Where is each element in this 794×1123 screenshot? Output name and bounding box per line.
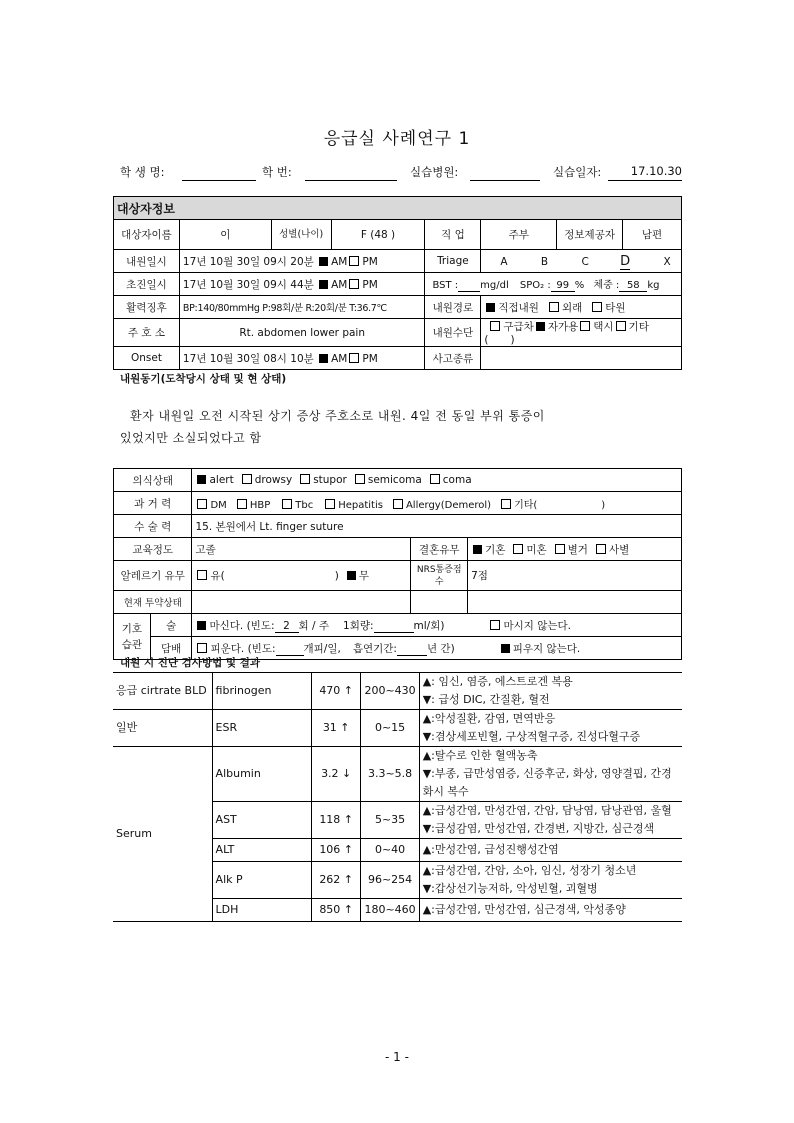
accident-label: 사고종류 [425,347,481,370]
lab-results-table [113,672,682,922]
weight-unit: kg [647,280,660,291]
lab-group: 응급 cirtrate BLD [113,673,212,710]
edu-label: 교육정도 [114,538,192,561]
married-checkbox[interactable] [473,545,482,554]
visit-cell [179,250,425,273]
sexage-value: F (48 ) [331,220,425,250]
lab-group: 일반 [113,710,212,747]
pmh-other-label: 기타( [514,499,538,511]
stupor-checkbox[interactable] [300,474,310,484]
page-title: 응급실 사례연구 1 [323,129,471,149]
triage-x[interactable]: X [663,255,671,268]
lab-result: 106 ↑ [311,839,361,862]
lab-interpretation [419,747,682,802]
coma-checkbox[interactable] [430,474,440,484]
allergy-yes-label: 유( [210,570,225,582]
alert-checkbox[interactable] [197,475,206,484]
visit-value: 17년 10월 30일 09시 20분 [182,255,314,268]
widowed-checkbox[interactable] [596,544,606,554]
hospital-field[interactable] [470,180,540,181]
meds-extra [411,591,468,614]
route-other-hospital-label: 타원 [605,301,626,314]
smoke-period-label: 흡연기간: [352,642,397,655]
allergy-yes-checkbox[interactable] [197,570,207,580]
widowed-label: 사별 [608,543,630,556]
lab-test: fibrinogen [212,673,311,710]
bst-unit: mg/dl [480,280,509,291]
nrs-value: 7점 [468,561,682,591]
cc-value: Rt. abdomen lower pain [179,319,425,347]
lab-test: AST [212,802,311,839]
means-other-checkbox[interactable] [616,321,626,331]
first-pm-checkbox[interactable] [349,279,359,289]
lab-interpretation [419,802,682,839]
am-label: AM [331,255,348,268]
edu-value: 고졸 [192,538,411,561]
informant-label: 정보제공자 [557,220,623,250]
allergy-no-checkbox[interactable] [347,571,356,580]
weight-label: 체중 : [593,280,620,291]
smoke-yes-checkbox[interactable] [197,643,207,653]
means-other-label: 기타( [484,321,649,346]
pm-label: PM [362,255,378,268]
lab-increase: ▲:악성질환, 감염, 면역반응 [422,712,556,725]
meds-extra-2 [468,591,682,614]
student-id-field[interactable] [305,180,397,181]
visit-label: 내원일시 [114,250,180,273]
first-value: 17년 10월 30일 09시 44분 [182,278,314,291]
alcohol-options [192,614,682,637]
lab-interpretation [419,673,682,710]
motive-line-1: 환자 내원일 오전 시작된 상기 증상 주호소로 내원. 4일 전 동일 부위 통증이 [130,409,545,423]
pm-checkbox[interactable] [349,256,359,266]
separated-checkbox[interactable] [555,544,565,554]
allergy-options [192,561,411,591]
lab-interpretation [419,839,682,862]
onset-pm-label: PM [362,352,378,365]
spo2-label: SPO₂ : [519,280,551,291]
hepatitis-label: Hepatitis [338,499,383,511]
sexage-label: 성별(나이) [271,220,331,250]
smoke-freq-unit: 개피/일, [303,642,341,655]
informant-value: 남편 [623,220,682,250]
lab-interpretation [419,899,682,922]
lab-decrease: ▼:급성감염, 만성간염, 간경변, 지방간, 심근경색 [422,822,655,835]
single-checkbox[interactable] [513,544,523,554]
surgery-label: 수 술 력 [114,515,192,538]
lab-range: 96~254 [361,862,419,899]
cc-label: 주 호 소 [114,319,180,347]
lab-test: Alk P [212,862,311,899]
means-taxi-checkbox[interactable] [580,321,590,331]
marital-label: 결혼유무 [411,538,468,561]
lab-decrease: ▼:갑상선기능저하, 악성빈혈, 괴혈병 [422,882,598,895]
vitals-label: 활력징후 [114,296,180,319]
onset-cell [179,347,425,370]
date-label: 실습일자: [553,165,602,179]
hbp-label: HBP [249,499,271,511]
route-outpatient-checkbox[interactable] [549,302,559,312]
alcohol-label: 술 [150,614,192,637]
meds-label: 현재 투약상태 [114,591,192,614]
onset-am-checkbox[interactable] [319,354,328,363]
alcohol-amount-unit: ml/회) [413,619,445,632]
allergy-no-label: 무 [358,570,369,582]
alcohol-amount-field[interactable] [374,620,414,633]
onset-label: Onset [114,347,180,370]
habit-label: 기호습관 [114,614,151,660]
means-close: ) [510,334,515,346]
consciousness-label: 의식상태 [114,469,192,492]
lab-increase: ▲: 임신, 염증, 에스트로겐 복용 [422,675,573,688]
means-ambulance-label: 구급차 [503,321,534,333]
lab-decrease: ▼:겸상세포빈혈, 구상적혈구증, 진성다혈구증 [422,730,641,743]
allergy-history-label: Allergy(Demerol) [405,499,492,511]
dm-checkbox[interactable] [197,499,207,509]
allergy-label: 알레르기 유무 [114,561,192,591]
surgery-value: 15. 본원에서 Lt. finger suture [192,515,682,538]
patient-info-table [113,196,682,370]
lab-increase: ▲:급성간염, 만성간염, 심근경색, 악성종양 [422,903,626,916]
first-am-checkbox[interactable] [319,280,328,289]
nrs-label: NRS통증점수 [411,561,468,591]
means-label: 내원수단 [425,319,481,347]
route-direct-label: 직접내원 [498,301,539,314]
triage-a[interactable]: A [500,255,508,268]
pmh-options [192,492,682,515]
alcohol-no-label: 마시지 않는다. [503,619,572,632]
name-label: 대상자이름 [114,220,180,250]
hepatitis-checkbox[interactable] [325,499,335,509]
labs-heading: 내원 시 진단 검사방법 및 결과 [120,657,260,669]
means-ambulance-checkbox[interactable] [490,321,500,331]
student-name-label: 학 생 명: [120,165,165,179]
route-options [481,296,682,319]
allergy-checkbox[interactable] [393,499,403,509]
drowsy-label: drowsy [254,474,293,486]
lab-result: 118 ↑ [311,802,361,839]
smoke-options [192,637,682,660]
hospital-label: 실습병원: [410,165,459,179]
lab-test: ESR [212,710,311,747]
motive-heading: 내원동기(도착당시 상태 및 현 상태) [120,373,287,385]
first-am-label: AM [331,278,348,291]
alcohol-yes-label: 마신다. (빈도: [209,619,275,632]
onset-am-label: AM [331,352,348,365]
coma-label: coma [442,474,472,486]
lab-increase: ▲:급성간염, 만성간염, 간암, 담낭염, 담낭관염, 울혈 [422,804,672,817]
first-pm-label: PM [362,278,378,291]
semicoma-checkbox[interactable] [355,474,365,484]
separated-label: 별거 [567,543,588,556]
lab-increase: ▲:급성간염, 간암, 소아, 임신, 성장기 청소년 [422,864,637,877]
smoke-yes-label: 피운다. (빈도: [210,642,276,655]
onset-pm-checkbox[interactable] [349,353,359,363]
triage-options [481,250,682,273]
lab-group: Serum [113,747,212,922]
alert-label: alert [209,474,234,486]
means-taxi-label: 택시 [593,321,614,333]
lab-result: 470 ↑ [311,673,361,710]
lab-result: 262 ↑ [311,862,361,899]
first-cell [179,273,425,296]
route-label: 내원경로 [425,296,481,319]
job-value: 주부 [481,220,557,250]
allergy-close: ) [334,570,339,582]
lab-interpretation [419,710,682,747]
smoke-no-checkbox[interactable] [501,644,510,653]
alcohol-freq: 2 [275,620,299,633]
history-table [113,468,682,660]
page-number: - 1 - [385,1050,409,1064]
pmh-close: ) [601,499,606,511]
lab-result: 31 ↑ [311,710,361,747]
triage-d-selected[interactable]: D [620,253,631,269]
lab-test: Albumin [212,747,311,802]
hbp-checkbox[interactable] [237,499,247,509]
triage-c[interactable]: C [581,255,589,268]
semicoma-label: semicoma [367,474,422,486]
dm-label: DM [210,499,227,511]
accident-value[interactable] [481,347,682,370]
alcohol-amount-label: 1회량: [343,619,374,632]
stupor-label: stupor [313,474,347,486]
lab-range: 200~430 [361,673,419,710]
student-name-field[interactable] [182,180,256,181]
alcohol-freq-unit: 회 / 주 [298,619,330,632]
onset-value: 17년 10월 30일 08시 10분 [182,352,314,365]
spo2-value: 99 [551,280,575,292]
lab-increase: ▲:만성간염, 급성진행성간염 [422,843,559,856]
route-other-hospital-checkbox[interactable] [592,302,602,312]
lab-decrease: ▼:부종, 급만성염증, 신증후군, 화상, 영양결핍, 간경화시 복수 [422,767,672,798]
single-label: 미혼 [526,543,547,556]
weight-value: 58 [619,280,647,292]
lab-decrease: ▼: 급성 DIC, 간질환, 혈전 [422,693,550,706]
lab-range: 5~35 [361,802,419,839]
triage-b[interactable]: B [540,255,549,268]
route-outpatient-label: 외래 [561,301,583,314]
smoke-no-label: 피우지 않는다. [512,642,581,655]
lab-test: ALT [212,839,311,862]
drowsy-checkbox[interactable] [242,474,252,484]
pmh-label: 과 거 력 [114,492,192,515]
student-id-label: 학 번: [262,165,292,179]
vitals-value: BP:140/80mmHg P:98회/분 R:20회/분 T:36.7℃ [179,296,425,319]
am-checkbox[interactable] [319,257,328,266]
meds-value[interactable] [192,591,411,614]
means-car-label: 자가용 [547,321,579,333]
job-label: 직 업 [425,220,481,250]
lab-test: LDH [212,899,311,922]
patient-section-title: 대상자정보 [114,197,682,220]
alcohol-yes-checkbox[interactable] [197,621,206,630]
means-car-checkbox[interactable] [536,322,545,331]
tbc-checkbox[interactable] [282,499,292,509]
lab-result: 3.2 ↓ [311,747,361,802]
lab-result: 850 ↑ [311,899,361,922]
married-label: 기혼 [485,543,506,556]
lab-interpretation [419,862,682,899]
motive-line-2: 있었지만 소실되었다고 함 [120,431,262,445]
first-label: 초진일시 [114,273,180,296]
lab-range: 0~40 [361,839,419,862]
smoke-label: 담배 [150,637,192,660]
pmh-other-checkbox[interactable] [501,499,511,509]
spo2-unit: % [574,280,585,291]
means-options [481,319,682,347]
bst-spo2-weight [425,273,682,296]
smoke-period-unit: 년 간) [426,642,455,655]
smoke-period-field[interactable] [397,643,427,656]
route-direct-checkbox[interactable] [486,303,495,312]
triage-label: Triage [425,250,481,273]
date-value: 17.10.30 [608,164,682,181]
smoke-freq-field[interactable] [276,643,304,656]
lab-range: 180~460 [361,899,419,922]
consciousness-options [192,469,682,492]
lab-range: 3.3~5.8 [361,747,419,802]
bst-field[interactable] [458,280,480,292]
tbc-label: Tbc [295,499,314,511]
bst-label: BST : [432,280,459,291]
lab-increase: ▲:탈수로 인한 혈액농축 [422,749,538,762]
alcohol-no-checkbox[interactable] [490,620,500,630]
name-value: 이 [179,220,271,250]
marital-options [468,538,682,561]
lab-range: 0~15 [361,710,419,747]
